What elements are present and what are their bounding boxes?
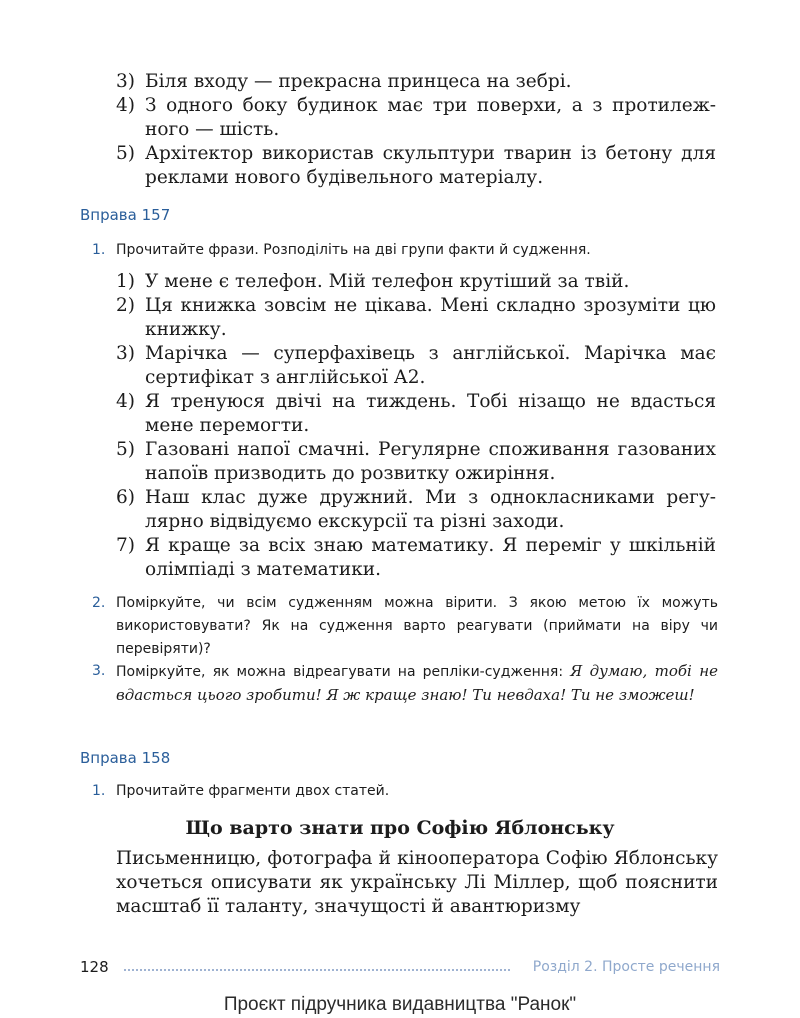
list-item: 2) Ця книжка зовсім не цікава. Мені складно зрозуміти цю книжку.	[116, 295, 716, 340]
list-item: 1) У мене є телефон. Мій телефон крутіший за твій.	[116, 271, 630, 292]
draft-note: Проєкт підручника видавництва "Ранок"	[223, 994, 577, 1015]
list-item: 7) Я краще за всіх знаю математику. Я переміг у шкільній олімпіаді з математики.	[116, 535, 716, 580]
list-item: 3) Біля входу — прекрасна принцеса на зебрі.	[116, 71, 572, 92]
list-item: 3) Марічка — суперфахівець з англійської. Марічка має сертифікат з англійської А2.	[116, 343, 716, 388]
section-title: Розділ 2. Просте речення	[532, 959, 720, 975]
exercise-157-task-1: 1. Прочитайте фрази. Розподіліть на дві групи факти й судження.	[92, 242, 591, 258]
list-item: 4) З одного боку будинок має три поверхи, а з протилежного — шість.	[116, 95, 716, 140]
article-title: Що варто знати про Софію Яблонську	[185, 817, 615, 839]
exercise-157-task-3: 3. Поміркуйте, як можна відреагувати на репліки-судження: Я думаю, тобі не вдасться цього зробити! Я ж краще знаю! Ти невдаха! Ти не зможеш!	[92, 662, 718, 704]
example-remarks: Я думаю, тобі не вдасться цього зробити! Я ж краще знаю! Ти невдаха! Ти не зможеш!	[116, 662, 718, 704]
top-list	[116, 70, 716, 190]
dotted-leader	[124, 969, 510, 971]
page-number: 128	[80, 958, 109, 976]
exercise-158-title: Вправа 158	[80, 749, 171, 767]
exercise-158-task-1: 1. Прочитайте фрагменти двох статей.	[92, 783, 390, 799]
exercise-157-list	[116, 270, 716, 582]
list-item: 6) Наш клас дуже дружний. Ми з однокласниками регулярно відвідуємо екскурсії та різні заходи.	[116, 487, 716, 532]
article-body: Письменницю, фотографа й кінооператора Софію Яблонську хочеться описувати як українську Лі Міллер, щоб пояснити масштаб її таланту, значущості й авантюризму	[116, 848, 718, 917]
list-item: 5) Архітектор використав скульптури тварин із бетону для реклами нового будівельного матеріалу.	[116, 143, 716, 188]
list-item: 5) Газовані напої смачні. Регулярне споживання газованих напоїв призводить до розвитку ожиріння.	[116, 439, 716, 484]
exercise-157-task-2: 2. Поміркуйте, чи всім судженням можна вірити. З якою метою їх можуть використовувати? Як на судження варто реагувати (приймати на віру чи перевіряти)?	[92, 595, 718, 657]
list-item: 4) Я тренуюся двічі на тиждень. Тобі нізащо не вдасться мене перемогти.	[116, 391, 716, 436]
exercise-157-title: Вправа 157	[80, 206, 171, 224]
page-footer	[80, 958, 720, 982]
